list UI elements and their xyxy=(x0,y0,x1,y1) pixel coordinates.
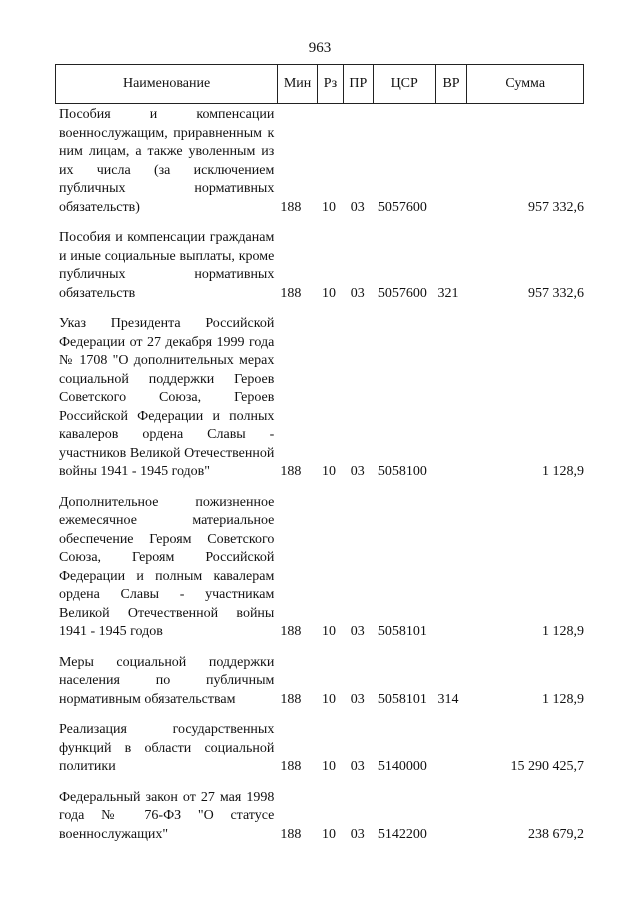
header-name: Наименование xyxy=(56,65,278,103)
row-sum: 1 128,9 xyxy=(541,691,584,707)
row-pr: 03 xyxy=(350,826,365,842)
header-sum: Сумма xyxy=(505,76,546,91)
row-csr: 5057600 xyxy=(377,285,427,301)
row-sum: 957 332,6 xyxy=(527,285,584,301)
row-pr: 03 xyxy=(350,691,365,707)
row-sum: 957 332,6 xyxy=(527,199,584,215)
header-csr: ЦСР xyxy=(374,65,436,103)
row-name: Федеральный закон от 27 мая 1998 года № 76-ФЗ "О статусе военнослужащих" xyxy=(59,789,275,842)
row-min: 188 xyxy=(280,464,302,479)
page-number: 963 xyxy=(308,40,332,56)
row-sum: 1 128,9 xyxy=(541,464,584,479)
table-row xyxy=(55,721,584,777)
row-csr: 5140000 xyxy=(377,759,427,774)
row-sum: 15 290 425,7 xyxy=(510,759,584,774)
row-name: Указ Президента Российской Федерации от 27 декабря 1999 года № 1708 "О дополнительных мерах социальной поддержки Героев Советского Союза, Героев Российской Федерации и полных кавалеров ордена Славы - участников Великой Отечественной войны 1941 - 1945 годов" xyxy=(59,316,275,479)
row-csr: 5058101 xyxy=(377,624,427,639)
row-rz: 10 xyxy=(321,759,336,774)
row-name: Пособия и компенсации гражданам и иные социальные выплаты, кроме публичных нормативных обязательств xyxy=(59,230,275,301)
row-rz: 10 xyxy=(321,624,336,639)
row-csr: 5058100 xyxy=(377,464,427,479)
row-name: Пособия и компенсации военнослужащим, приравненным к ним лицам, а также уволенным из их числа (за исключением публичных нормативных обязательств) xyxy=(59,107,275,215)
table-row xyxy=(55,494,584,642)
row-csr: 5058101 xyxy=(377,691,427,707)
row-min: 188 xyxy=(280,691,302,707)
row-pr: 03 xyxy=(350,464,365,479)
row-min: 188 xyxy=(280,285,302,301)
row-name: Дополнительное пожизненное ежемесячное материальное обеспечение Героям Советского Союза, Героям Российской Федерации и полным кавалерам ордена Славы - участникам Великой Отечественной войны 1941 - 1945 годов xyxy=(59,494,275,639)
row-name: Меры социальной поддержки населения по публичным нормативным обязательствам xyxy=(59,654,275,707)
row-min: 188 xyxy=(280,759,302,774)
row-name: Реализация государственных функций в области социальной политики xyxy=(59,722,275,774)
row-sum: 1 128,9 xyxy=(541,624,584,639)
row-csr: 5142200 xyxy=(377,826,427,842)
row-pr: 03 xyxy=(350,199,365,215)
row-rz: 10 xyxy=(321,826,336,842)
table-row xyxy=(55,229,584,303)
row-rz: 10 xyxy=(321,199,336,215)
row-rz: 10 xyxy=(321,464,336,479)
row-rz: 10 xyxy=(321,285,336,301)
row-min: 188 xyxy=(280,826,302,842)
row-min: 188 xyxy=(280,199,302,215)
table-body xyxy=(55,106,584,856)
header-vr: ВР xyxy=(436,65,468,103)
row-rz: 10 xyxy=(321,691,336,707)
row-min: 188 xyxy=(280,624,302,639)
row-vr: 321 xyxy=(437,285,459,301)
row-csr: 5057600 xyxy=(377,199,427,215)
row-pr: 03 xyxy=(350,624,365,639)
table-row xyxy=(55,315,584,482)
header-pr: ПР xyxy=(344,65,374,103)
row-pr: 03 xyxy=(350,285,365,301)
header-rz: Рз xyxy=(318,65,344,103)
header-min: Мин xyxy=(278,65,318,103)
table-header xyxy=(55,64,584,104)
row-sum: 238 679,2 xyxy=(527,826,584,842)
row-vr: 314 xyxy=(437,691,459,707)
table-row xyxy=(55,789,584,845)
table-row xyxy=(55,654,584,710)
row-pr: 03 xyxy=(350,759,365,774)
table-row xyxy=(55,106,584,217)
